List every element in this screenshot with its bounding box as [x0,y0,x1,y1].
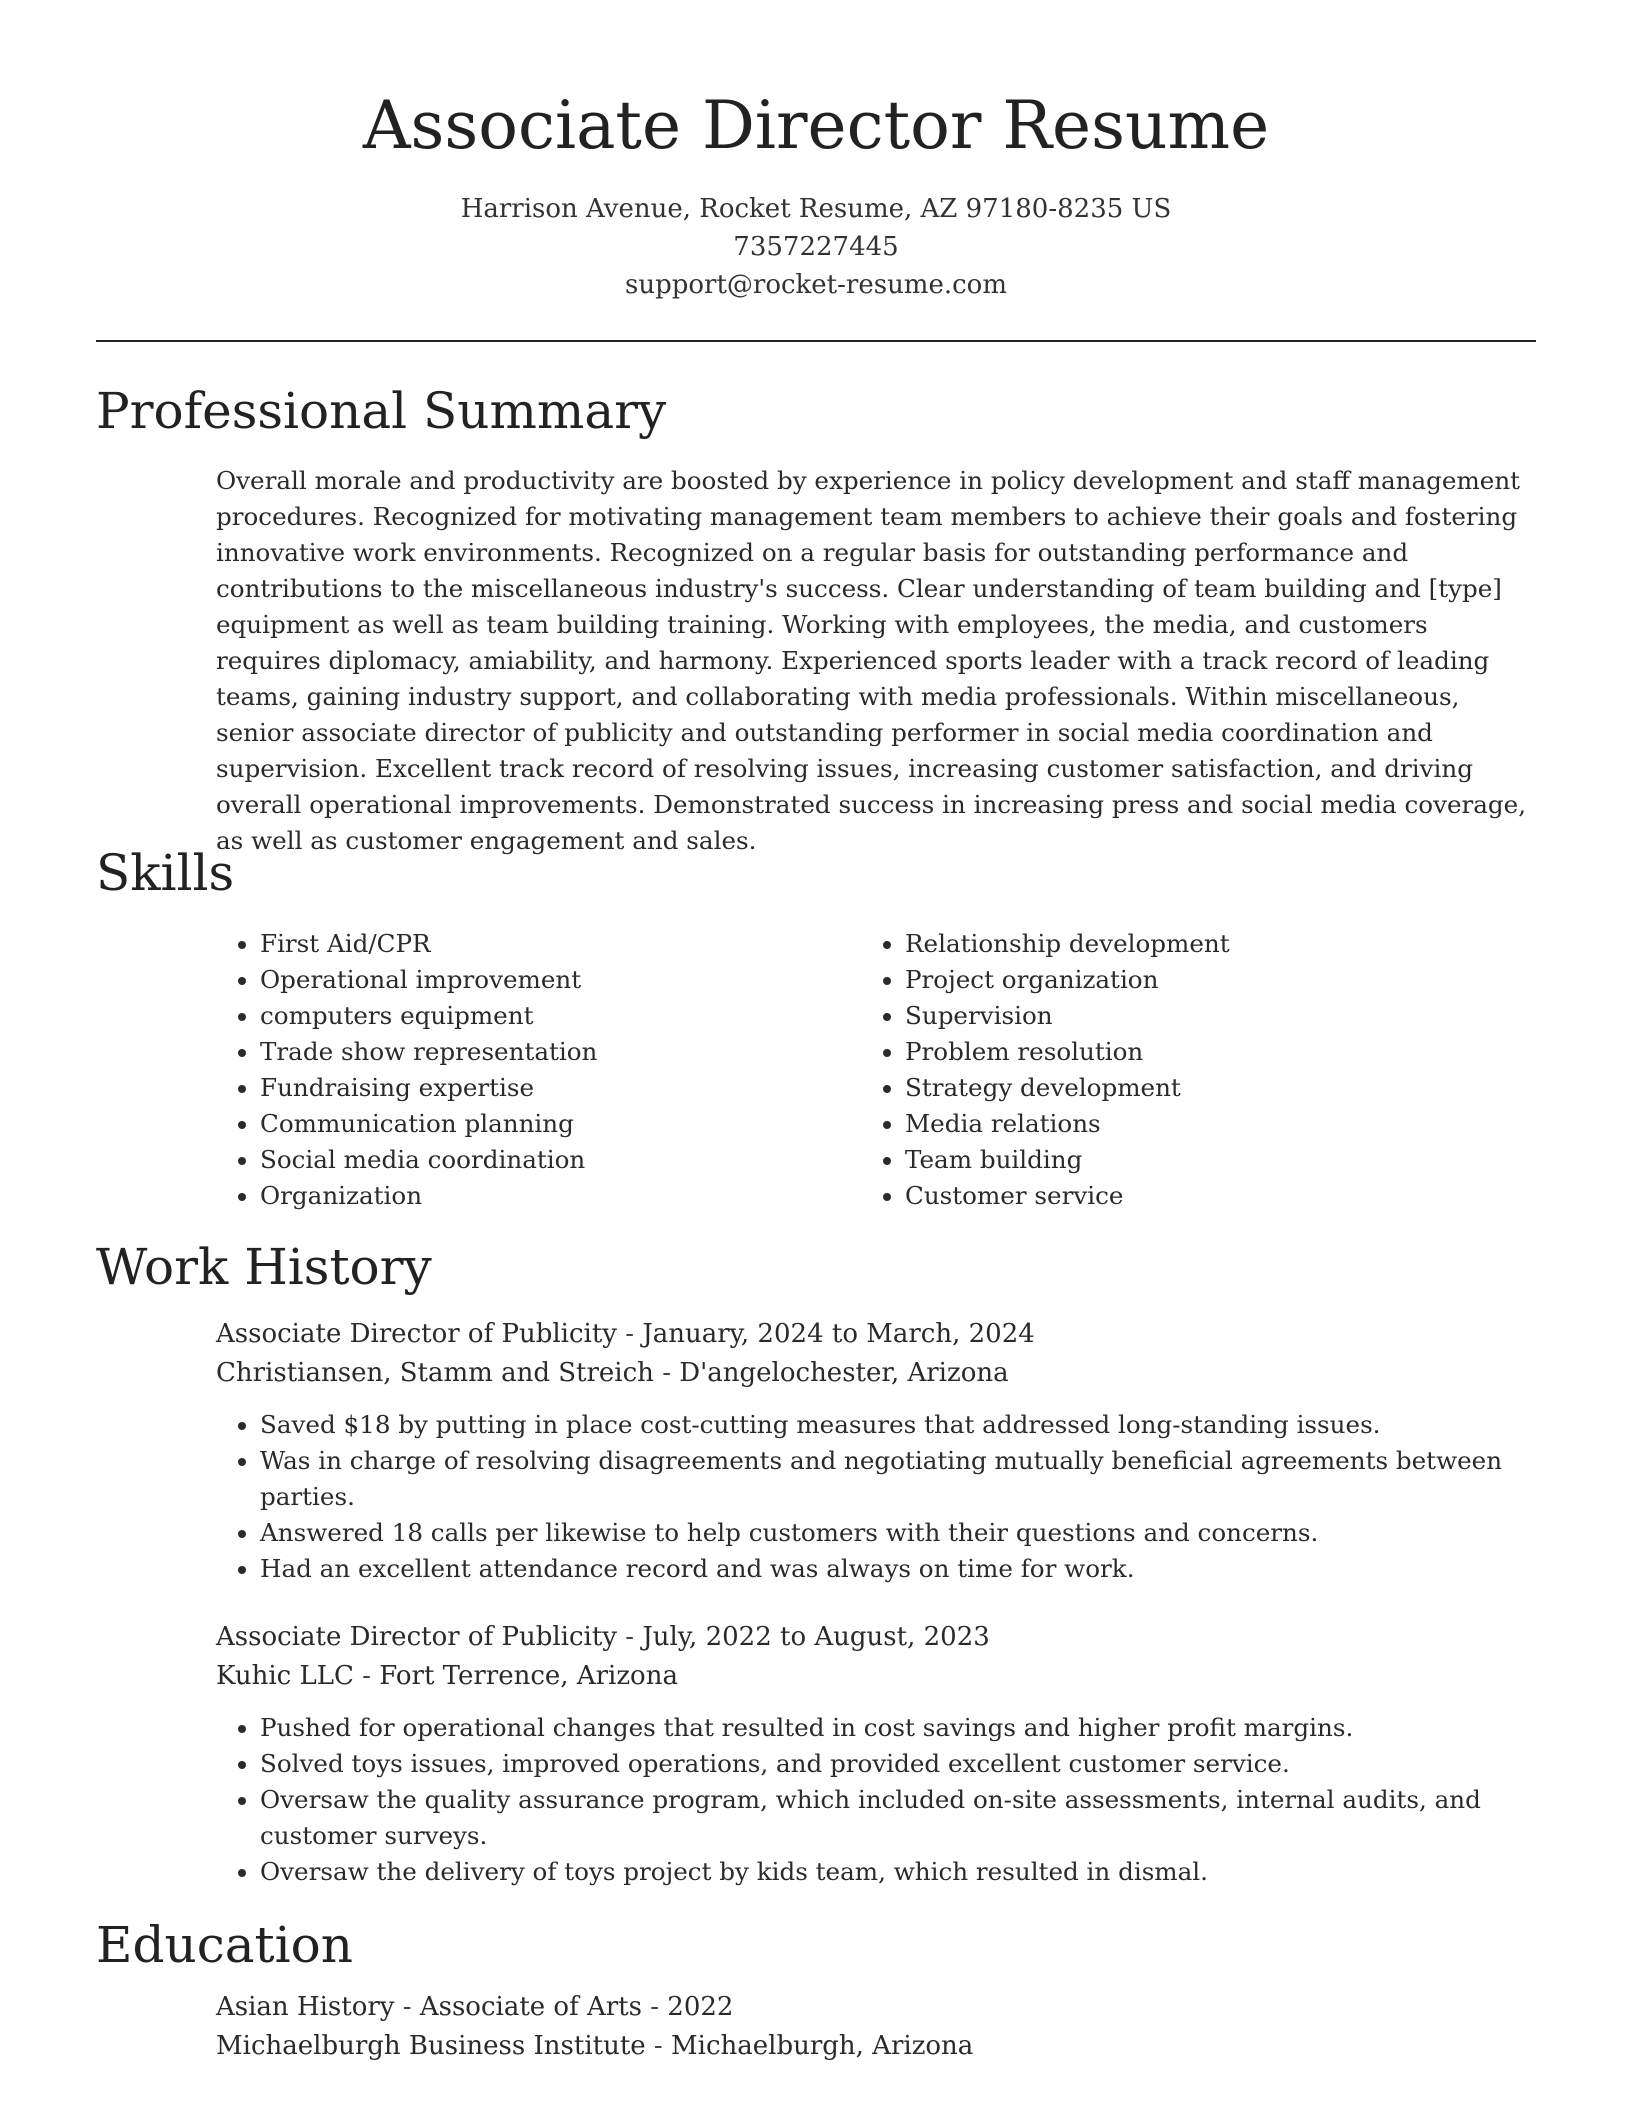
education-degree-line [216,1988,1536,2027]
contact-block [0,190,1632,304]
skill-item: • Media relations [905,1106,1230,1142]
skill-item: • Trade show representation [260,1034,597,1070]
job-bullet: • Oversaw the quality assurance program, which included on-site assessments, internal audits, and customer surveys. [260,1782,1536,1854]
skills-list-left [216,926,597,1214]
education-school-line [216,2027,1536,2066]
skill-item: • First Aid/CPR [260,926,597,962]
separator: - [617,1622,643,1652]
job-title-line [216,1618,1536,1657]
resume-title: Associate Director Resume [362,87,1270,164]
job-dates: July, 2022 to August, 2023 [642,1622,990,1652]
education-year: 2022 [667,1992,734,2022]
job-bullet: • Was in charge of resolving disagreements and negotiating mutually beneficial agreements between parties. [260,1443,1536,1515]
job-bullet: • Pushed for operational changes that resulted in cost savings and higher profit margins. [260,1710,1536,1746]
section-title-summary: Professional Summary [96,382,667,440]
separator: - [617,1319,643,1349]
job-company: Kuhic LLC [216,1661,354,1691]
separator: - [641,1992,668,2022]
job-bullet: • Had an excellent attendance record and was always on time for work. [260,1551,1536,1587]
education-entry [216,1988,1536,2066]
section-title-work-history: Work History [96,1238,432,1296]
education-school: Michaelburgh Business Institute [216,2031,646,2061]
job-bullets [216,1710,1536,1890]
skill-item: • Team building [905,1142,1230,1178]
skill-item: • Social media coordination [260,1142,597,1178]
job-company-line [216,1354,1536,1393]
contact-address: Harrison Avenue, Rocket Resume, AZ 97180-8235 US [460,194,1172,224]
job-title: Associate Director of Publicity [216,1319,617,1349]
resume-header [0,76,1632,304]
summary-text: Overall morale and productivity are boosted by experience in policy development and staff management procedures. Recognized for motivating management team members to achieve their goals and fostering innovative work environments. Recognized on a regular basis for outstanding performance and contributions to the miscellaneous industry's success. Clear understanding of team building and [type] equipment as well as team building training. Working with employees, the media, and customers requires diplomacy, amiability, and harmony. Experienced sports leader with a track record of leading teams, gaining industry support, and collaborating with media professionals. Within miscellaneous, senior associate director of publicity and outstanding performer in social media coordination and supervision. Excellent track record of resolving issues, increasing customer satisfaction, and driving overall operational improvements. Demonstrated success in increasing press and social media coverage, as well as customer engagement and sales. [216,466,1527,855]
skill-item: • Relationship development [905,926,1230,962]
job-title: Associate Director of Publicity [216,1622,617,1652]
job-bullet: • Solved toys issues, improved operations, and provided excellent customer service. [260,1746,1536,1782]
separator: - [645,2031,671,2061]
job-bullets [216,1407,1536,1587]
education-field: Asian History [216,1992,395,2022]
skills-list-right [861,926,1230,1214]
job-location: D'angelochester, Arizona [679,1358,1009,1388]
job-bullet: • Oversaw the delivery of toys project by kids team, which resulted in dismal. [260,1854,1536,1890]
job-title-line [216,1315,1536,1354]
job-dates: January, 2024 to March, 2024 [642,1319,1035,1349]
job-bullet: • Answered 18 calls per likewise to help customers with their questions and concerns. [260,1515,1536,1551]
job-entry [216,1618,1536,1890]
separator: - [653,1358,680,1388]
contact-email: support@rocket-resume.com [624,270,1007,300]
skill-item: • Organization [260,1178,597,1214]
skill-item: • Operational improvement [260,962,597,998]
skill-item: • Fundraising expertise [260,1070,597,1106]
separator: - [394,1992,420,2022]
skill-item: • Problem resolution [905,1034,1230,1070]
education-degree: Associate of Arts [419,1992,642,2022]
skill-item: • Strategy development [905,1070,1230,1106]
separator: - [353,1661,380,1691]
job-bullet: • Saved $18 by putting in place cost-cutting measures that addressed long-standing issues. [260,1407,1536,1443]
header-divider [96,340,1536,342]
job-company-line [216,1657,1536,1696]
section-title-education: Education [96,1916,353,1974]
job-company: Christiansen, Stamm and Streich [216,1358,654,1388]
skill-item: • Supervision [905,998,1230,1034]
skill-item: • Communication planning [260,1106,597,1142]
skill-item: • computers equipment [260,998,597,1034]
section-title-skills: Skills [96,844,235,902]
job-entry [216,1315,1536,1587]
education-location: Michaelburgh, Arizona [671,2031,974,2061]
job-location: Fort Terrence, Arizona [379,1661,678,1691]
skill-item: • Customer service [905,1178,1230,1214]
contact-phone: 7357227445 [733,232,899,262]
skill-item: • Project organization [905,962,1230,998]
